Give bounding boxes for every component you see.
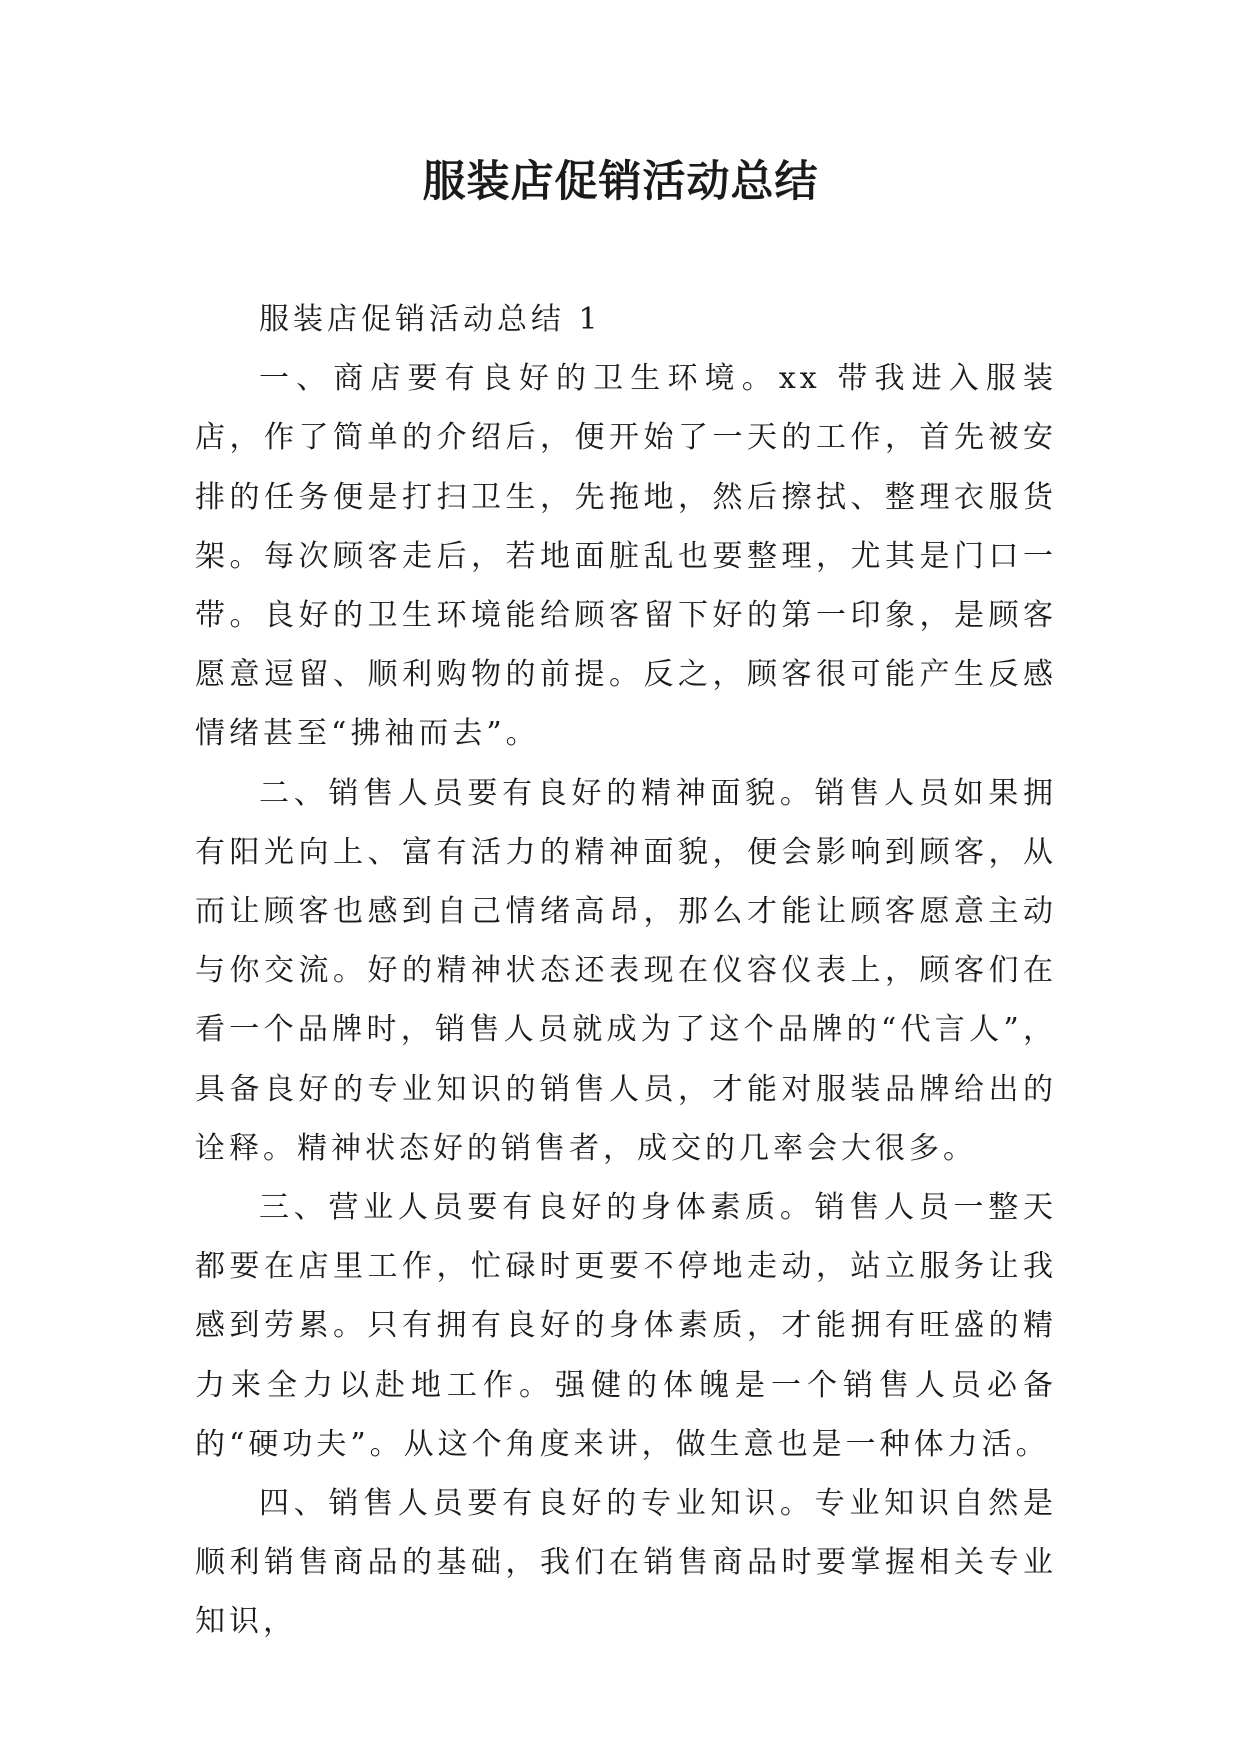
document-body [195,290,1057,1652]
paragraph-spirit: 二、销售人员要有良好的精神面貌。销售人员如果拥有阳光向上、富有活力的精神面貌，便会影响到顾客，从而让顾客也感到自己情绪高昂，那么才能让顾客愿意主动与你交流。好的精神状态还表现在仪容仪表上，顾客们在看一个品牌时，销售人员就成为了这个品牌的“代言人”，具备良好的专业知识的销售人员，才能对服装品牌给出的诠释。精神状态好的销售者，成交的几率会大很多。 [195,775,1057,1166]
document-title: 服装店促销活动总结 [422,157,819,207]
section-heading: 服装店促销活动总结 1 [259,302,602,337]
paragraph-physique: 三、营业人员要有良好的身体素质。销售人员一整天都要在店里工作，忙碌时更要不停地走动，站立服务让我感到劳累。只有拥有良好的身体素质，才能拥有旺盛的精力来全力以赴地工作。强健的体魄是一个销售人员必备的“硬功夫”。从这个角度来讲，做生意也是一种体力活。 [195,1190,1057,1462]
paragraph-hygiene: 一、商店要有良好的卫生环境。xx 带我进入服装店，作了简单的介绍后，便开始了一天的工作，首先被安排的任务便是打扫卫生，先拖地，然后擦拭、整理衣服货架。每次顾客走后，若地面脏乱也要整理，尤其是门口一带。良好的卫生环境能给顾客留下好的第一印象，是顾客愿意逗留、顺利购物的前提。反之，顾客很可能产生反感情绪甚至“拂袖而去”。 [195,361,1057,752]
paragraph-knowledge: 四、销售人员要有良好的专业知识。专业知识自然是顺利销售商品的基础，我们在销售商品时要掌握相关专业知识， [195,1486,1057,1640]
